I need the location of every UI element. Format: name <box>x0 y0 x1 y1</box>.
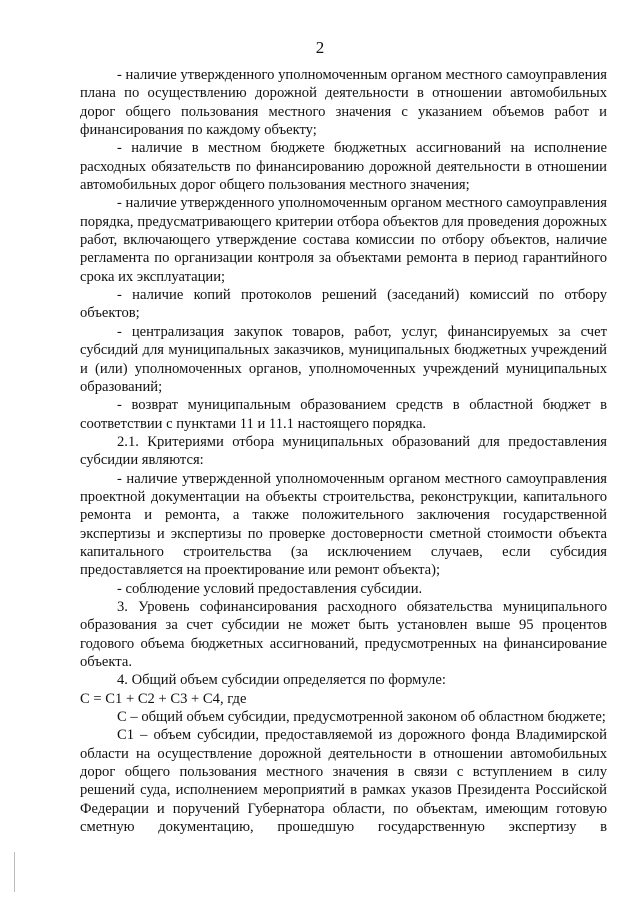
paragraph: - наличие утвержденного уполномоченным органом местного самоуправления плана по осуществлению дорожной деятельности в отношении автомобильных дорог общего пользования местного значения с указанием объемов работ и финансирования по каждому объекту; <box>80 67 607 139</box>
paragraph: - соблюдение условий предоставления субсидии. <box>117 580 423 597</box>
document-body <box>80 66 607 836</box>
paragraph: - возврат муниципальным образованием средств в областной бюджет в соответствии с пунктами 11 и 11.1 настоящего порядка. <box>80 397 607 432</box>
margin-mark <box>14 852 15 892</box>
paragraph: С – общий объем субсидии, предусмотренной законом об областном бюджете; <box>117 709 606 726</box>
paragraph: 2.1. Критериями отбора муниципальных образований для предоставления субсидии являются: <box>80 433 607 469</box>
paragraph: - централизация закупок товаров, работ, услуг, финансируемых за счет субсидий для муниципальных заказчиков, муниципальных бюджетных учреждений и (или) уполномоченных органов, уполномоченных учреждений муниципальных образований; <box>80 323 607 395</box>
formula: С = С1 + С2 + С3 + С4, где <box>80 690 247 707</box>
paragraph: - наличие в местном бюджете бюджетных ассигнований на исполнение расходных обязательств по финансированию дорожной деятельности в отношении автомобильных дорог общего пользования местного значения; <box>80 140 607 194</box>
page-number: 2 <box>315 38 325 57</box>
paragraph: - наличие утвержденной уполномоченным органом местного самоуправления проектной документации на объекты строительства, реконструкции, капитального ремонта и ремонта, а также положительного заключения государственной экспертизы и экспертизы по проверке достоверности сметной стоимости объекта капитального строительства (за исключением случаев, если субсидия предоставляется на проектирование или ремонт объекта); <box>80 470 607 579</box>
paragraph: 4. Общий объем субсидии определяется по формуле: <box>117 672 446 689</box>
paragraph: - наличие копий протоколов решений (заседаний) комиссий по отбору объектов; <box>80 287 607 322</box>
paragraph: - наличие утвержденного уполномоченным органом местного самоуправления порядка, предусматривающего критерии отбора объектов для проведения дорожных работ, включающего утверждение состава комиссии по отбору объектов, наличие регламента по организации контроля за объектами ремонта в период гарантийного срока их эксплуатации; <box>80 195 607 285</box>
paragraph: 3. Уровень софинансирования расходного обязательства муниципального образования за счет субсидии не может быть установлен выше 95 процентов годового объема бюджетных ассигнований, предусмотренных на финансирование объекта. <box>80 598 607 670</box>
paragraph: С1 – объем субсидии, предоставляемой из дорожного фонда Владимирской области на осуществление дорожной деятельности в отношении автомобильных дорог общего пользования местного значения в связи с вступлением в силу решений суда, исполнением мероприятий в рамках указов Президента Российской Федерации и поручений Губернатора области, по объектам, имеющим готовую сметную документацию, прошедшую государственную экспертизу в <box>80 727 607 836</box>
